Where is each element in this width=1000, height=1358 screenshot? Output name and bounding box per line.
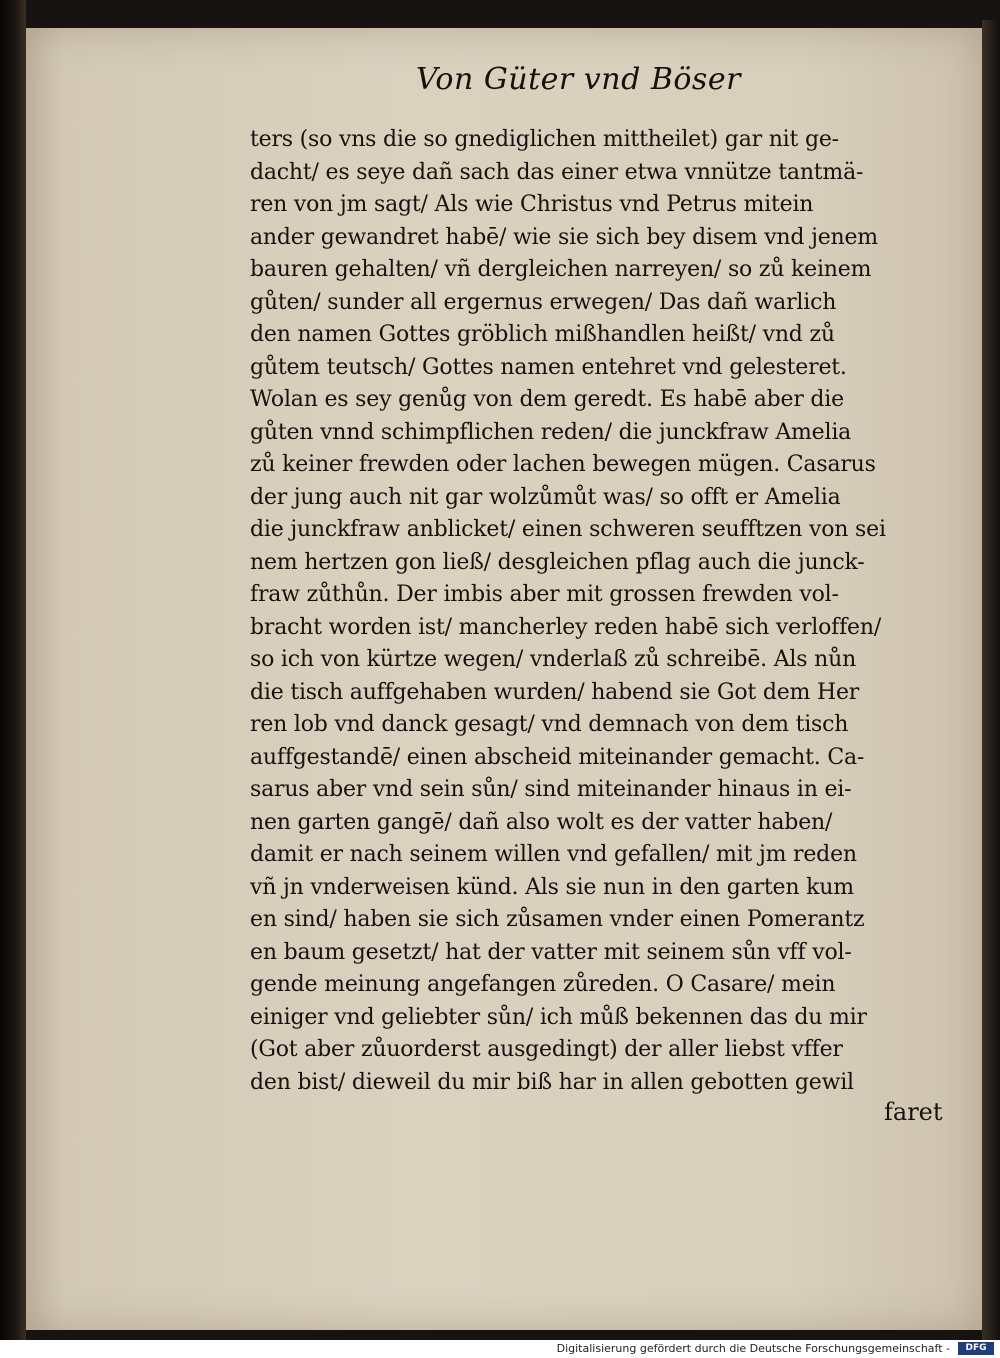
text-line: ters (so vns die so gnediglichen mittheilet) gar nit ge-	[250, 127, 839, 152]
text-line: nen garten gangē/ dañ also wolt es der vatter haben/	[250, 809, 833, 835]
text-line: en sind/ haben sie sich zůsamen vnder einen Pomerantz	[250, 907, 865, 932]
right-page-edge	[982, 20, 1000, 1340]
text-line: auffgestandē/ einen abscheid miteinander gemacht. Ca-	[250, 744, 865, 770]
text-line: gende meinung angefangen zůreden. O Casare/ mein	[250, 972, 836, 997]
catchword: faret	[884, 1098, 943, 1126]
text-line: bracht worden ist/ mancherley reden habē sich verloffen/	[250, 614, 882, 640]
text-line: die junckfraw anblicket/ einen schweren seufftzen von sei	[250, 517, 886, 542]
text-line: ren lob vnd danck gesagt/ vnd demnach von dem tisch	[250, 712, 849, 737]
text-line: so ich von kürtze wegen/ vnderlaß zů schreibē. Als nůn	[250, 647, 857, 672]
dfg-logo-icon: DFG	[958, 1342, 994, 1355]
running-head: Von Güter vnd Böser	[416, 62, 741, 97]
text-line: Wolan es sey genůg von dem geredt. Es habē aber die	[250, 387, 844, 412]
text-line: gůten/ sunder all ergernus erwegen/ Das dañ warlich	[250, 289, 837, 315]
funding-notice: Digitalisierung gefördert durch die Deutsche Forschungsgemeinschaft -	[556, 1342, 950, 1355]
text-line: einiger vnd geliebter sůn/ ich můß bekennen das du mir	[250, 1004, 867, 1030]
text-line: den namen Gottes gröblich mißhandlen heißt/ vnd zů	[250, 322, 835, 347]
text-line: nem hertzen gon ließ/ desgleichen pflag auch die junck-	[250, 549, 865, 575]
text-line: ander gewandret habē/ wie sie sich bey disem vnd jenem	[250, 224, 878, 250]
left-binding-edge	[0, 0, 26, 1340]
text-line: vñ jn vnderweisen künd. Als sie nun in den garten kum	[250, 874, 854, 900]
text-line: fraw zůthůn. Der imbis aber mit grossen frewden vol-	[250, 582, 839, 607]
text-line: en baum gesetzt/ hat der vatter mit seinem sůn vff vol-	[250, 939, 852, 965]
text-line: damit er nach seinem willen vnd gefallen/ mit jm reden	[250, 842, 857, 867]
text-line: bauren gehalten/ vñ dergleichen narreyen/ so zů keinem	[250, 257, 872, 282]
text-line: den bist/ dieweil du mir biß har in allen gebotten gewil	[250, 1069, 854, 1095]
text-line: ren von jm sagt/ Als wie Christus vnd Petrus mitein	[250, 192, 814, 217]
text-line: zů keiner frewden oder lachen bewegen mügen. Casarus	[250, 452, 876, 477]
text-line: gůten vnnd schimpflichen reden/ die junckfraw Amelia	[250, 419, 852, 445]
text-block	[250, 124, 962, 1099]
text-line: sarus aber vnd sein sůn/ sind miteinander hinaus in ei-	[250, 777, 852, 802]
text-line: (Got aber zůuorderst ausgedingt) der aller liebst vffer	[250, 1037, 843, 1062]
text-line: der jung auch nit gar wolzůmůt was/ so offt er Amelia	[250, 484, 841, 510]
text-line: die tisch auffgehaben wurden/ habend sie Got dem Her	[250, 679, 860, 705]
footer-bar	[0, 1340, 1000, 1358]
text-line: dacht/ es seye dañ sach das einer etwa vnnütze tantmä-	[250, 159, 864, 185]
text-line: gůtem teutsch/ Gottes namen entehret vnd gelesteret.	[250, 354, 847, 380]
